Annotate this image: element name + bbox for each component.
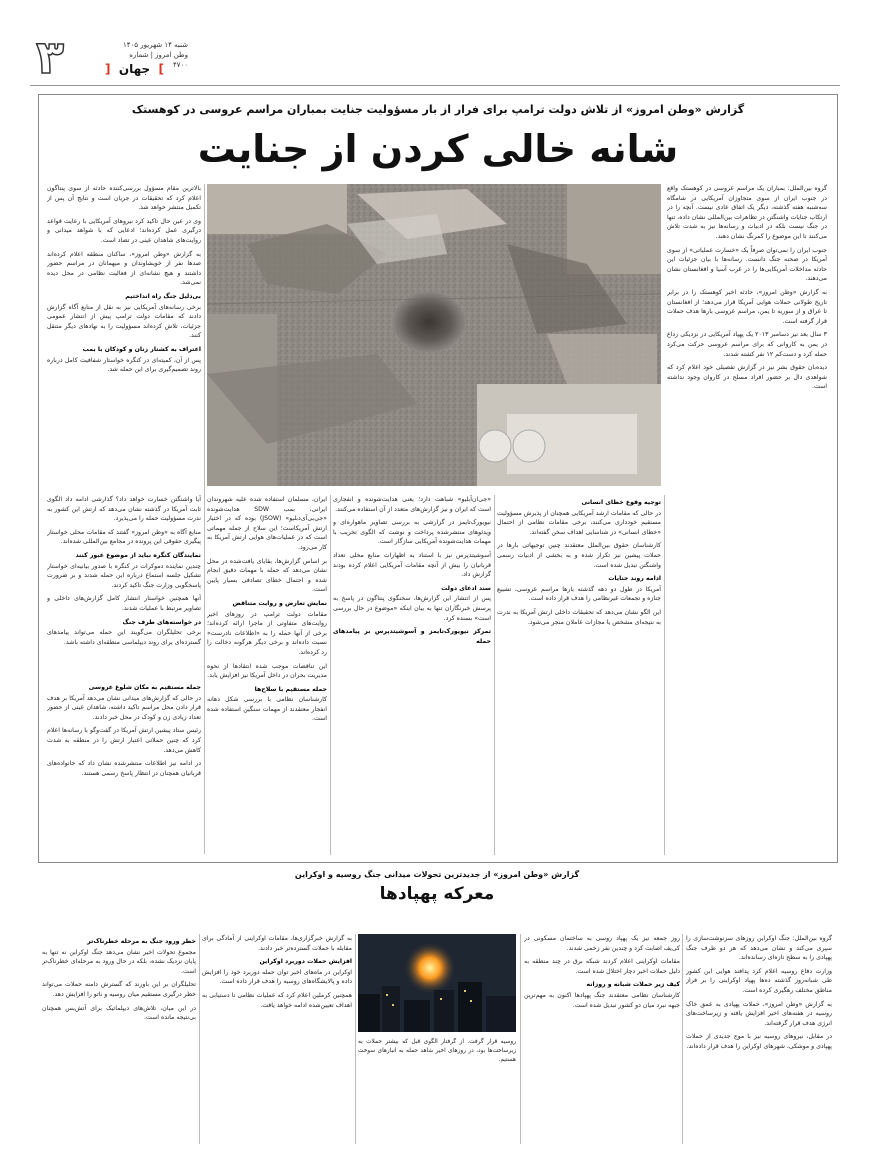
subhead: نمایندگان کنگره نباید از موضوع عبور کنند — [75, 551, 201, 559]
main-story — [38, 94, 838, 863]
article-column-2: بالاترین مقام مسؤول بررسی‌کننده حادثه از سوی پنتاگون اعلام کرد که تحقیقات در جریان است و نتایج آن پس از تکمیل منتشر خواهد شد. وی در عین حال تاکید کرد نیروهای آمریکایی با رعایت قواعد درگیری عمل کرده‌اند؛ ادعایی که با شواهد میدانی و روایت‌های شاهدان عینی در تضاد است. به گزارش «وطن امروز»، ساکنان منطقه اعلام کرده‌اند صدها نفر از خویشاوندان و میهمانان در مراسم حضور داشتند و هیچ نشانه‌ای از فعالیت نظامی در محل دیده نمی‌شد. بی‌دلیل جنگ راه انداختیم برخی رسانه‌های آمریکایی نیز به نقل از منابع آگاه گزارش دادند که مقامات دولت ترامپ پیش از انتشار عمومی جزئیات، تلاش کرده‌اند مسؤولیت را به نهادهای دیگر منتقل کنند. اعتراف به کشتار زنان و کودکان با بمب پس از آن، کمیته‌ای در کنگره خواستار شفافیت کامل درباره روند تصمیم‌گیری برای این حمله شد. — [47, 185, 201, 374]
subhead: کیف زیر حملات شبانه و روزانه — [586, 981, 680, 989]
section-name: جهان — [118, 62, 151, 76]
main-kicker: گزارش «وطن امروز» از تلاش دولت ترامپ برای فرار از بار مسؤولیت جنایت بمباران مراسم عروسی در کوهستک — [131, 103, 745, 116]
subhead: نمایش تعارض و روایت متناقض — [232, 599, 327, 607]
column-divider — [199, 934, 200, 1144]
subhead: اعتراف به کشتار زنان و کودکان با بمب — [82, 345, 201, 353]
secondary-kicker: گزارش «وطن امروز» از جدیدترین تحولات میدانی جنگ روسیه و اوکراین — [294, 870, 580, 879]
secondary-story — [38, 868, 836, 1150]
page-header — [30, 30, 840, 86]
main-headline: شانه خالی کردن از جنایت — [197, 127, 679, 171]
subhead: تمرکز نیویورک‌تایمز و آسوشیتدپرس بر پیامدهای حمله — [333, 628, 491, 645]
subhead: ادامه روند جنایات — [608, 575, 661, 583]
article-column-1: گروه بین‌الملل: بمباران یک مراسم عروسی در کوهستک واقع در جنوب ایران از سوی متجاوزان آمریکایی در شامگاه سه‌شنبه هفته گذشته، دیگر یک اتفاق عادی نیست. آنچه را در ارتکاب جنایات واشنگتن در تظاهرات بین‌المللی نشان داده، تنها در جنگ نیست بلکه در ادبیات و رسانه‌ها نیز به شدت تلاش می‌کنند تا این موضوع را کمرنگ نشان دهند. جنوب ایران را نمی‌توان صرفاً یک «خسارت عملیاتی» از سوی آمریکا در صحنه جنگ دانست. رسانه‌ها با بیان جزئیات این حادثه مداخلات آمریکایی‌ها را در غرب آسیا و افغانستان نشان می‌دهند. به گزارش «وطن امروز»، حادثه اخیر کوهستک را در برابر تاریخ طولانی حملات هوایی آمریکا قرار می‌دهد؛ از افغانستان تا عراق و از سوریه تا یمن، مراسم عروسی بارها هدف حملات قرار گرفته است. ۳ سال بعد نیز دسامبر ۲۰۱۳ یک پهپاد آمریکایی در نزدیکی رداع در یمن به کاروانی که برای مراسم عروسی حرکت می‌کرد حمله کرد و دست‌کم ۱۲ نفر کشته شدند. دیده‌بان حقوق بشر نیز در گزارش تفصیلی خود اعلام کرد که شواهدی دال بر حضور افراد مسلح در کاروان وجود نداشته است. — [667, 185, 827, 391]
secondary-column-3: به گزارش خبرگزاری‌ها، مقامات اوکراینی از آمادگی برای مقابله با حملات گسترده‌تر خبر دادند. افزایش حملات دوربرد اوکراین اوکراین در ماه‌های اخیر توان حمله دوربرد خود را افزایش داده و پالایشگاه‌های روسیه را هدف قرار داده است. همچنین کرملین اعلام کرد که عملیات نظامی تا دستیابی به اهداف تعیین‌شده ادامه خواهد یافت. — [202, 935, 352, 1009]
secondary-column-4: خطر ورود جنگ به مرحله خطرناک‌تر مجموع تحولات اخیر نشان می‌دهد جنگ اوکراین نه تنها به پایان نزدیک نشده، بلکه در حال ورود به مرحله‌ای خطرناک‌تر است. تحلیلگران بر این باورند که گسترش دامنه حملات می‌تواند خطر درگیری مستقیم میان روسیه و ناتو را افزایش دهد. در این میان، تلاش‌های دیپلماتیک برای آتش‌بس همچنان بی‌نتیجه مانده است. — [42, 938, 196, 1022]
city-explosion-image — [358, 934, 516, 1032]
subhead: حمله مستقیم با سلاح‌ها — [254, 685, 327, 693]
column-divider — [682, 934, 683, 1144]
secondary-column-2: روز جمعه نیز یک پهپاد روسی به ساختمان مسکونی در کی‌یف اصابت کرد و چندین نفر زخمی شدند. مقامات اوکراینی اعلام کردند شبکه برق در چند منطقه به دلیل حملات اخیر دچار اختلال شده است. کیف زیر حملات شبانه و روزانه کارشناسان نظامی معتقدند جنگ پهپادها اکنون به مهم‌ترین جبهه نبرد میان دو کشور تبدیل شده است. — [524, 935, 680, 1009]
subhead: در خواسته‌های طرف جنگ — [122, 618, 201, 626]
subhead: افزایش حملات دوربرد اوکراین — [259, 958, 352, 966]
subhead: توجیه وقوع خطای انسانی — [581, 499, 661, 506]
explosion-night-photo — [358, 934, 516, 1032]
article-column-4: «جی‌ان‌اُبلیو» شباهت دارد؛ یعنی هدایت‌شونده و انفجاری است که ایران و نیز گزارش‌های متعدد از آن استفاده می‌کنند. نیویورک‌تایمز در گزارشی به بررسی تصاویر ماهواره‌ای و ویدئوهای منتشرشده پرداخت و نوشت که الگوی تخریب با مهمات هدایت‌شونده آمریکایی سازگار است. آسوشیتدپرس نیز با استناد به اظهارات منابع محلی تعداد قربانیان را بیش از آنچه مقامات آمریکایی اعلام کرده بودند گزارش داد. سند ادعای دولت پس از انتشار این گزارش‌ها، سخنگوی پنتاگون در پاسخ به پرسش خبرنگاران تنها به بیان اینکه «موضوع در حال بررسی است» بسنده کرد. تمرکز نیویورک‌تایمز و آسوشیتدپرس بر پیامدهای حمله — [333, 496, 491, 645]
column-divider — [355, 934, 356, 1144]
column-divider — [494, 495, 495, 855]
column-divider — [204, 184, 205, 854]
subhead: بی‌دلیل جنگ راه انداختیم — [125, 292, 201, 300]
subhead: خطر ورود جنگ به مرحله خطرناک‌تر — [87, 938, 196, 945]
subhead: سند ادعای دولت — [441, 584, 491, 592]
issue-date: شنبه ۱۴ شهریور ۱۴۰۵ — [122, 41, 188, 49]
bombing-aftermath-photo — [207, 184, 661, 486]
page-number: ۳ — [36, 30, 65, 84]
secondary-headline: معرکه پهپادها — [379, 884, 495, 904]
column-divider — [664, 495, 665, 855]
photo-caption: روسیه قرار گرفت. از گرفتار الگوی قبل که بیشتر حملات به زیرساخت‌ها بود، در روزهای اخیر شاهد حمله به انبارهای سوخت هستیم. — [358, 1039, 516, 1063]
article-column-3: توجیه وقوع خطای انسانی در حالی که مقامات ارشد آمریکایی همچنان از پذیرش مسؤولیت مستقیم خودداری می‌کنند، برخی مقامات نظامی از احتمال «خطای انسانی» در شناسایی اهداف سخن گفته‌اند. کارشناسان حقوق بین‌الملل معتقدند چنین توجیهاتی بارها در حملات پیشین نیز تکرار شده و به بخشی از ادبیات رسمی واشنگتن تبدیل شده است. ادامه روند جنایات آمریکا در طول دو دهه گذشته بارها مراسم عروسی، تشییع جنازه و تجمعات غیرنظامی را هدف قرار داده است. این الگو نشان می‌دهد که تحقیقات داخلی ارتش آمریکا به ندرت به نتیجه‌ای مشخص یا مجازات عاملان منجر می‌شود. — [497, 499, 661, 626]
article-column-6: آیا واشنگتن خسارت خواهد داد؟ گذارشی ادامه داد الگوی ثابت آمریکا در گذشته نشان می‌دهد که ارتش این کشور به ندرت مسؤولیت حمله را می‌پذیرد. منابع آگاه به «وطن امروز» گفتند که مقامات محلی خواستار پیگیری حقوقی این پرونده در مجامع بین‌المللی شده‌اند. نمایندگان کنگره نباید از موضوع عبور کنند چندین نماینده دموکرات در کنگره با صدور بیانیه‌ای خواستار تشکیل جلسه استماع درباره این حمله شدند و بر ضرورت پاسخگویی وزارت جنگ تاکید کردند. آنها همچنین خواستار انتشار کامل گزارش‌های داخلی و تصاویر مرتبط با عملیات شدند. در خواسته‌های طرف جنگ برخی تحلیلگران می‌گویند این حمله می‌تواند پیامدهای گسترده‌ای برای روند دیپلماسی منطقه‌ای داشته باشد. — [47, 496, 201, 646]
column-divider — [330, 495, 331, 855]
section-label: ] جهان [ — [105, 62, 165, 76]
issue-number: وطن امروز | شماره ۴۷۰۰ — [129, 51, 188, 69]
article-column-7: حمله مستقیم به مکان شلوغ عروسی در حالی که گزارش‌های میدانی نشان می‌دهد آمریکا بر هدف قرار دادن محل مراسم تاکید داشته، شاهدان عینی از حضور تعداد زیادی زن و کودک در محل خبر دادند. رئیس ستاد پیشین ارتش آمریکا در گفت‌وگو با رسانه‌ها اعلام کرد که چنین حملاتی اعتبار ارتش را در منطقه به شدت کاهش می‌دهد. در ادامه نیز اطلاعات منتشرشده نشان داد که خانواده‌های قربانیان همچنان در انتظار پاسخ رسمی هستند. — [47, 684, 201, 777]
article-column-5: ایران، مسلمان استفاده شده علیه شهروندان ایرانی، بمب SDW هدایت‌شونده «جی‌بی‌آی‌دبلیو» (JSOW) بوده که در اختیار ارتش آمریکاست؛ این سلاح از جمله مهماتی است که در عملیات‌های هوایی ارتش آمریکا به کار می‌رود. بر اساس گزارش‌ها، بقایای یافت‌شده در محل نشان می‌دهد که حمله با مهمات دقیق انجام شده و احتمال خطای تصادفی بسیار پایین است. نمایش تعارض و روایت متناقض مقامات دولت ترامپ در روزهای اخیر روایت‌های متفاوتی از ماجرا ارائه کرده‌اند؛ برخی از آنها حمله را به «اطلاعات نادرست» نسبت داده‌اند و برخی دیگر هرگونه دخالت را رد کرده‌اند. این تناقضات موجب شده انتقادها از نحوه مدیریت بحران در داخل آمریکا نیز افزایش یابد. حمله مستقیم با سلاح‌ها کارشناسان نظامی با بررسی شکل دهانه انفجار معتقدند از مهمات سنگین استفاده شده است. — [207, 496, 327, 723]
aerial-rubble-image — [207, 184, 661, 486]
subhead: حمله مستقیم به مکان شلوغ عروسی — [88, 684, 201, 691]
column-divider — [520, 934, 521, 1144]
secondary-column-1: گروه بین‌الملل: جنگ اوکراین روزهای سرنوشت‌سازی را سپری می‌کند و نشان می‌دهد که هر دو طرف جنگ پهپادی را به سطح تازه‌ای رسانده‌اند. وزارت دفاع روسیه اعلام کرد پدافند هوایی این کشور طی شبانه‌روز گذشته ده‌ها پهپاد اوکراینی را بر فراز مناطق مختلف رهگیری کرده است. به گزارش «وطن امروز»، حملات پهپادی به عمق خاک روسیه در هفته‌های اخیر افزایش یافته و زیرساخت‌های انرژی هدف قرار گرفته‌اند. در مقابل، نیروهای روسیه نیز با موج جدیدی از حملات پهپادی و موشکی، شهرهای اوکراین را هدف قرار داده‌اند. — [686, 935, 832, 1050]
